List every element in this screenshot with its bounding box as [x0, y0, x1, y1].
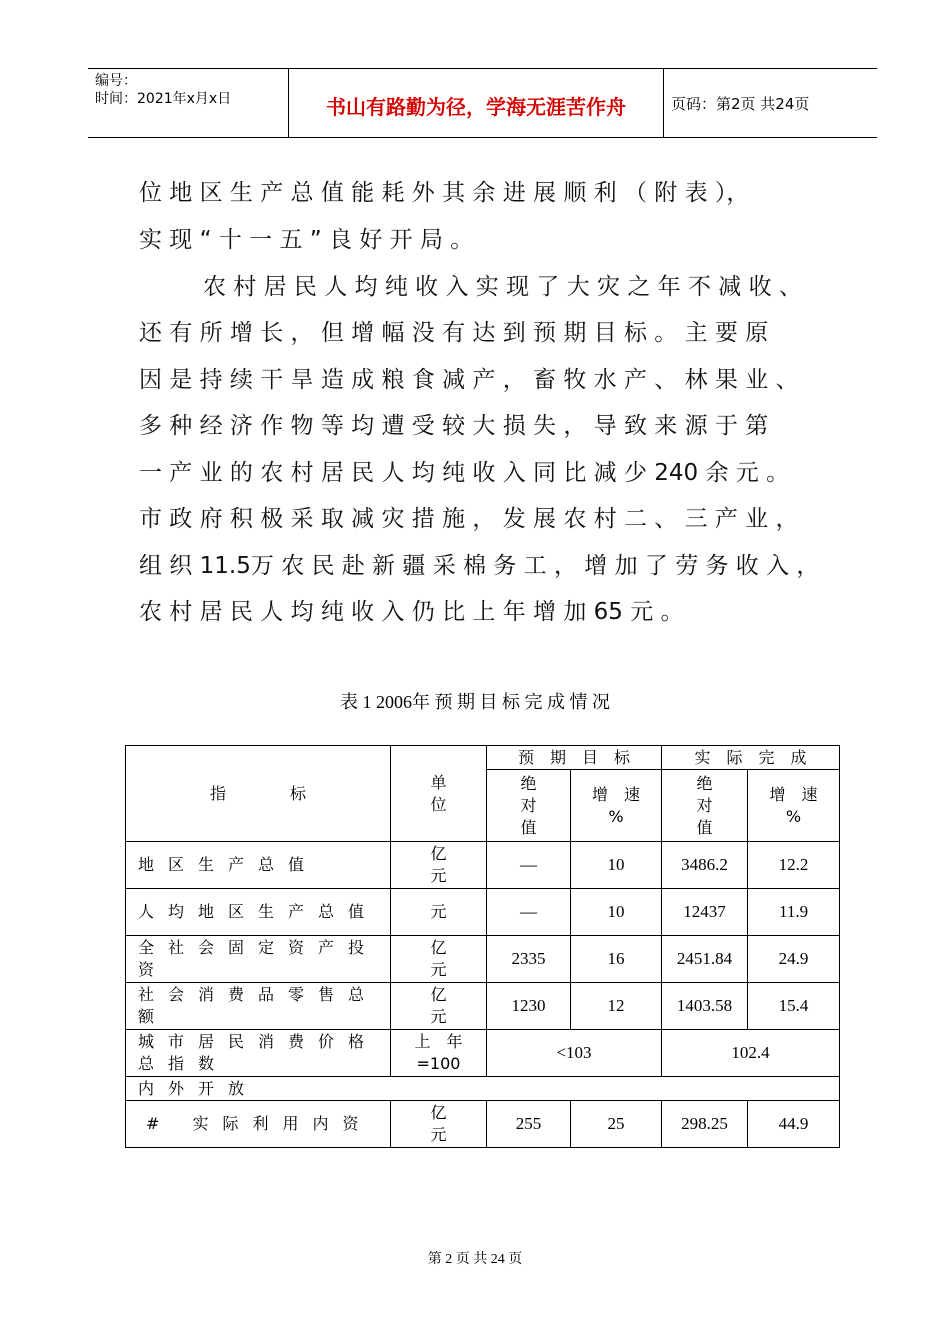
row-unit: 上 年 =100 — [391, 1030, 487, 1077]
row-expected-growth: 10 — [571, 842, 662, 889]
row-unit: 亿 元 — [391, 1101, 487, 1148]
table-row — [126, 936, 840, 983]
row-actual-absolute: 12437 — [662, 889, 748, 936]
row-expected-growth: 25 — [571, 1101, 662, 1148]
paragraph-line: 多 种 经 济 作 物 等 均 遭 受 较 大 损 失 ， 导 致 来 源 于 第 — [139, 413, 769, 439]
table-header-row — [126, 746, 840, 770]
row-expected-absolute: 255 — [487, 1101, 571, 1148]
row-actual-absolute: 1403.58 — [662, 983, 748, 1030]
paragraph-line: 还 有 所 增 长 ， 但 增 幅 没 有 达 到 预 期 目 标 。 主 要 原 — [139, 320, 769, 346]
row-unit: 亿 元 — [391, 842, 487, 889]
header-expected-growth: 增 速 % — [571, 770, 662, 842]
row-actual-absolute: 2451.84 — [662, 936, 748, 983]
section-label: 内外开放 — [126, 1077, 840, 1101]
header-page-cell — [663, 69, 877, 137]
header-expected-group: 预 期 目 标 — [487, 746, 662, 770]
header-actual-group: 实 际 完 成 — [662, 746, 840, 770]
header-unit: 单 位 — [391, 746, 487, 842]
page-footer: 第 2 页 共 24 页 — [427, 1252, 523, 1267]
table-caption: 表 1 2006年 预 期 目 标 完 成 情 况 — [340, 692, 610, 712]
row-indicator: 全社会固定资产投资 — [126, 936, 391, 983]
row-expected-absolute: 2335 — [487, 936, 571, 983]
table-row — [126, 1101, 840, 1148]
table-row — [126, 842, 840, 889]
row-unit: 亿 元 — [391, 983, 487, 1030]
targets-table — [125, 745, 840, 1148]
paragraph-line: 组 织 11.5万 农 民 赴 新 疆 采 棉 务 工 ， 增 加 了 劳 务 收 入 ， — [139, 553, 820, 579]
table-row — [126, 983, 840, 1030]
paragraph-line: 一 产 业 的 农 村 居 民 人 均 纯 收 入 同 比 减 少 240 余 元 。 — [139, 460, 790, 486]
row-actual-growth: 44.9 — [748, 1101, 840, 1148]
row-unit: 元 — [391, 889, 487, 936]
paragraph-line: 市 政 府 积 极 采 取 减 灾 措 施 ， 发 展 农 村 二 、 三 产 业 ， — [139, 506, 799, 532]
header-expected-absolute: 绝 对 值 — [487, 770, 571, 842]
paragraph-line: 农 村 居 民 人 均 纯 收 入 仍 比 上 年 增 加 65 元 。 — [139, 599, 684, 625]
row-unit: 亿 元 — [391, 936, 487, 983]
header-motto-cell — [288, 69, 664, 137]
page-header — [88, 68, 877, 138]
number-label: 编号： — [95, 73, 137, 89]
row-actual-growth: 12.2 — [748, 842, 840, 889]
row-indicator: 人均地区生产总值 — [126, 889, 391, 936]
table-row — [126, 889, 840, 936]
row-expected-absolute: — — [487, 889, 571, 936]
header-indicator: 指 标 — [126, 746, 391, 842]
row-indicator: # 实际利用内资 — [126, 1101, 391, 1148]
row-actual-growth: 24.9 — [748, 936, 840, 983]
time-label: 时间：2021年x月x日 — [95, 91, 232, 107]
row-actual-growth: 11.9 — [748, 889, 840, 936]
paragraph-line: 位 地 区 生 产 总 值 能 耗 外 其 余 进 展 顺 利 （ 附 表 ）， — [139, 180, 750, 206]
row-expected-growth: 12 — [571, 983, 662, 1030]
header-actual-absolute: 绝 对 值 — [662, 770, 748, 842]
row-actual-value: 102.4 — [662, 1030, 840, 1077]
row-actual-absolute: 3486.2 — [662, 842, 748, 889]
table-row — [126, 1030, 840, 1077]
row-indicator: 城市居民消费价格总指数 — [126, 1030, 391, 1077]
paragraph-line: 实 现 “ 十 一 五 ” 良 好 开 局 。 — [139, 227, 474, 253]
row-indicator: 地区生产总值 — [126, 842, 391, 889]
row-indicator: 社会消费品零售总额 — [126, 983, 391, 1030]
row-expected-growth: 16 — [571, 936, 662, 983]
motto: 书山有路勤为径，学海无涯苦作舟 — [326, 95, 626, 119]
header-page-info: 页码：第2页 共24页 — [671, 95, 810, 113]
row-expected-value: <103 — [487, 1030, 662, 1077]
paragraph-line: 农 村 居 民 人 均 纯 收 入 实 现 了 大 灾 之 年 不 减 收 、 — [203, 274, 802, 300]
header-actual-growth: 增 速 % — [748, 770, 840, 842]
row-expected-absolute: — — [487, 842, 571, 889]
paragraph-line: 因 是 持 续 干 旱 造 成 粮 食 减 产 ， 畜 牧 水 产 、 林 果 业 、 — [139, 367, 799, 393]
row-actual-growth: 15.4 — [748, 983, 840, 1030]
header-meta-cell — [88, 69, 288, 137]
row-expected-growth: 10 — [571, 889, 662, 936]
row-actual-absolute: 298.25 — [662, 1101, 748, 1148]
section-row — [126, 1077, 840, 1101]
row-expected-absolute: 1230 — [487, 983, 571, 1030]
